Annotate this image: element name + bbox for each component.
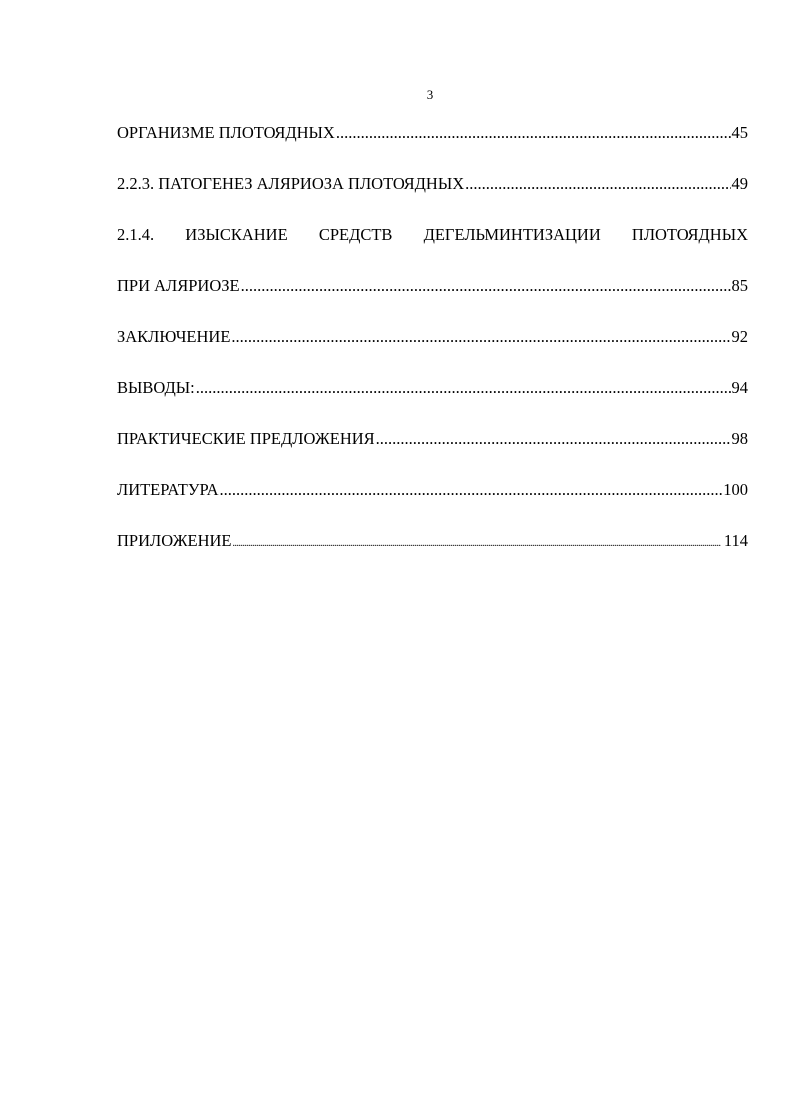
toc-entry-page: 94 [731, 378, 748, 397]
toc-entry [117, 324, 748, 375]
toc-entry-title: 2.2.3. ПАТОГЕНЕЗ АЛЯРИОЗА ПЛОТОЯДНЫХ [117, 174, 465, 193]
toc-entry-title: ПРИ АЛЯРИОЗЕ [117, 276, 240, 295]
toc-entry-page: 85 [731, 276, 748, 295]
toc-entry-title: ПРАКТИЧЕСКИЕ ПРЕДЛОЖЕНИЯ [117, 429, 375, 448]
dot-leader [232, 531, 722, 557]
dot-leader [465, 171, 730, 197]
toc-entry-page: 92 [731, 327, 748, 346]
toc-entry-title: ЛИТЕРАТУРА [117, 480, 219, 499]
table-of-contents [117, 120, 748, 579]
dot-leader [196, 375, 731, 401]
toc-entry-page: 49 [731, 174, 748, 193]
toc-entry-page: 100 [723, 480, 748, 499]
dot-leader [241, 273, 731, 299]
toc-entry-title: ПРИЛОЖЕНИЕ [117, 531, 232, 550]
toc-entry [117, 273, 748, 324]
toc-entry-title: ЗАКЛЮЧЕНИЕ [117, 327, 231, 346]
toc-entry [117, 222, 748, 273]
toc-entry [117, 171, 748, 222]
dot-leader [220, 477, 723, 503]
toc-entry [117, 477, 748, 528]
toc-entry-title: 2.1.4. ИЗЫСКАНИЕ СРЕДСТВ ДЕГЕЛЬМИНТИЗАЦИИ ПЛОТОЯДНЫХ [117, 225, 748, 244]
toc-entry [117, 120, 748, 171]
toc-entry [117, 375, 748, 426]
dot-leader [376, 426, 731, 452]
toc-entry-title: ОРГАНИЗМЕ ПЛОТОЯДНЫХ [117, 123, 335, 142]
dot-leader [336, 120, 731, 146]
toc-entry-page: 45 [731, 123, 748, 142]
toc-entry [117, 426, 748, 477]
toc-entry-page: 114 [723, 531, 748, 550]
toc-entry [117, 528, 748, 579]
page-number: 3 [426, 87, 434, 102]
toc-entry-title: ВЫВОДЫ: [117, 378, 195, 397]
dot-leader [231, 324, 730, 350]
toc-entry-page: 98 [731, 429, 748, 448]
